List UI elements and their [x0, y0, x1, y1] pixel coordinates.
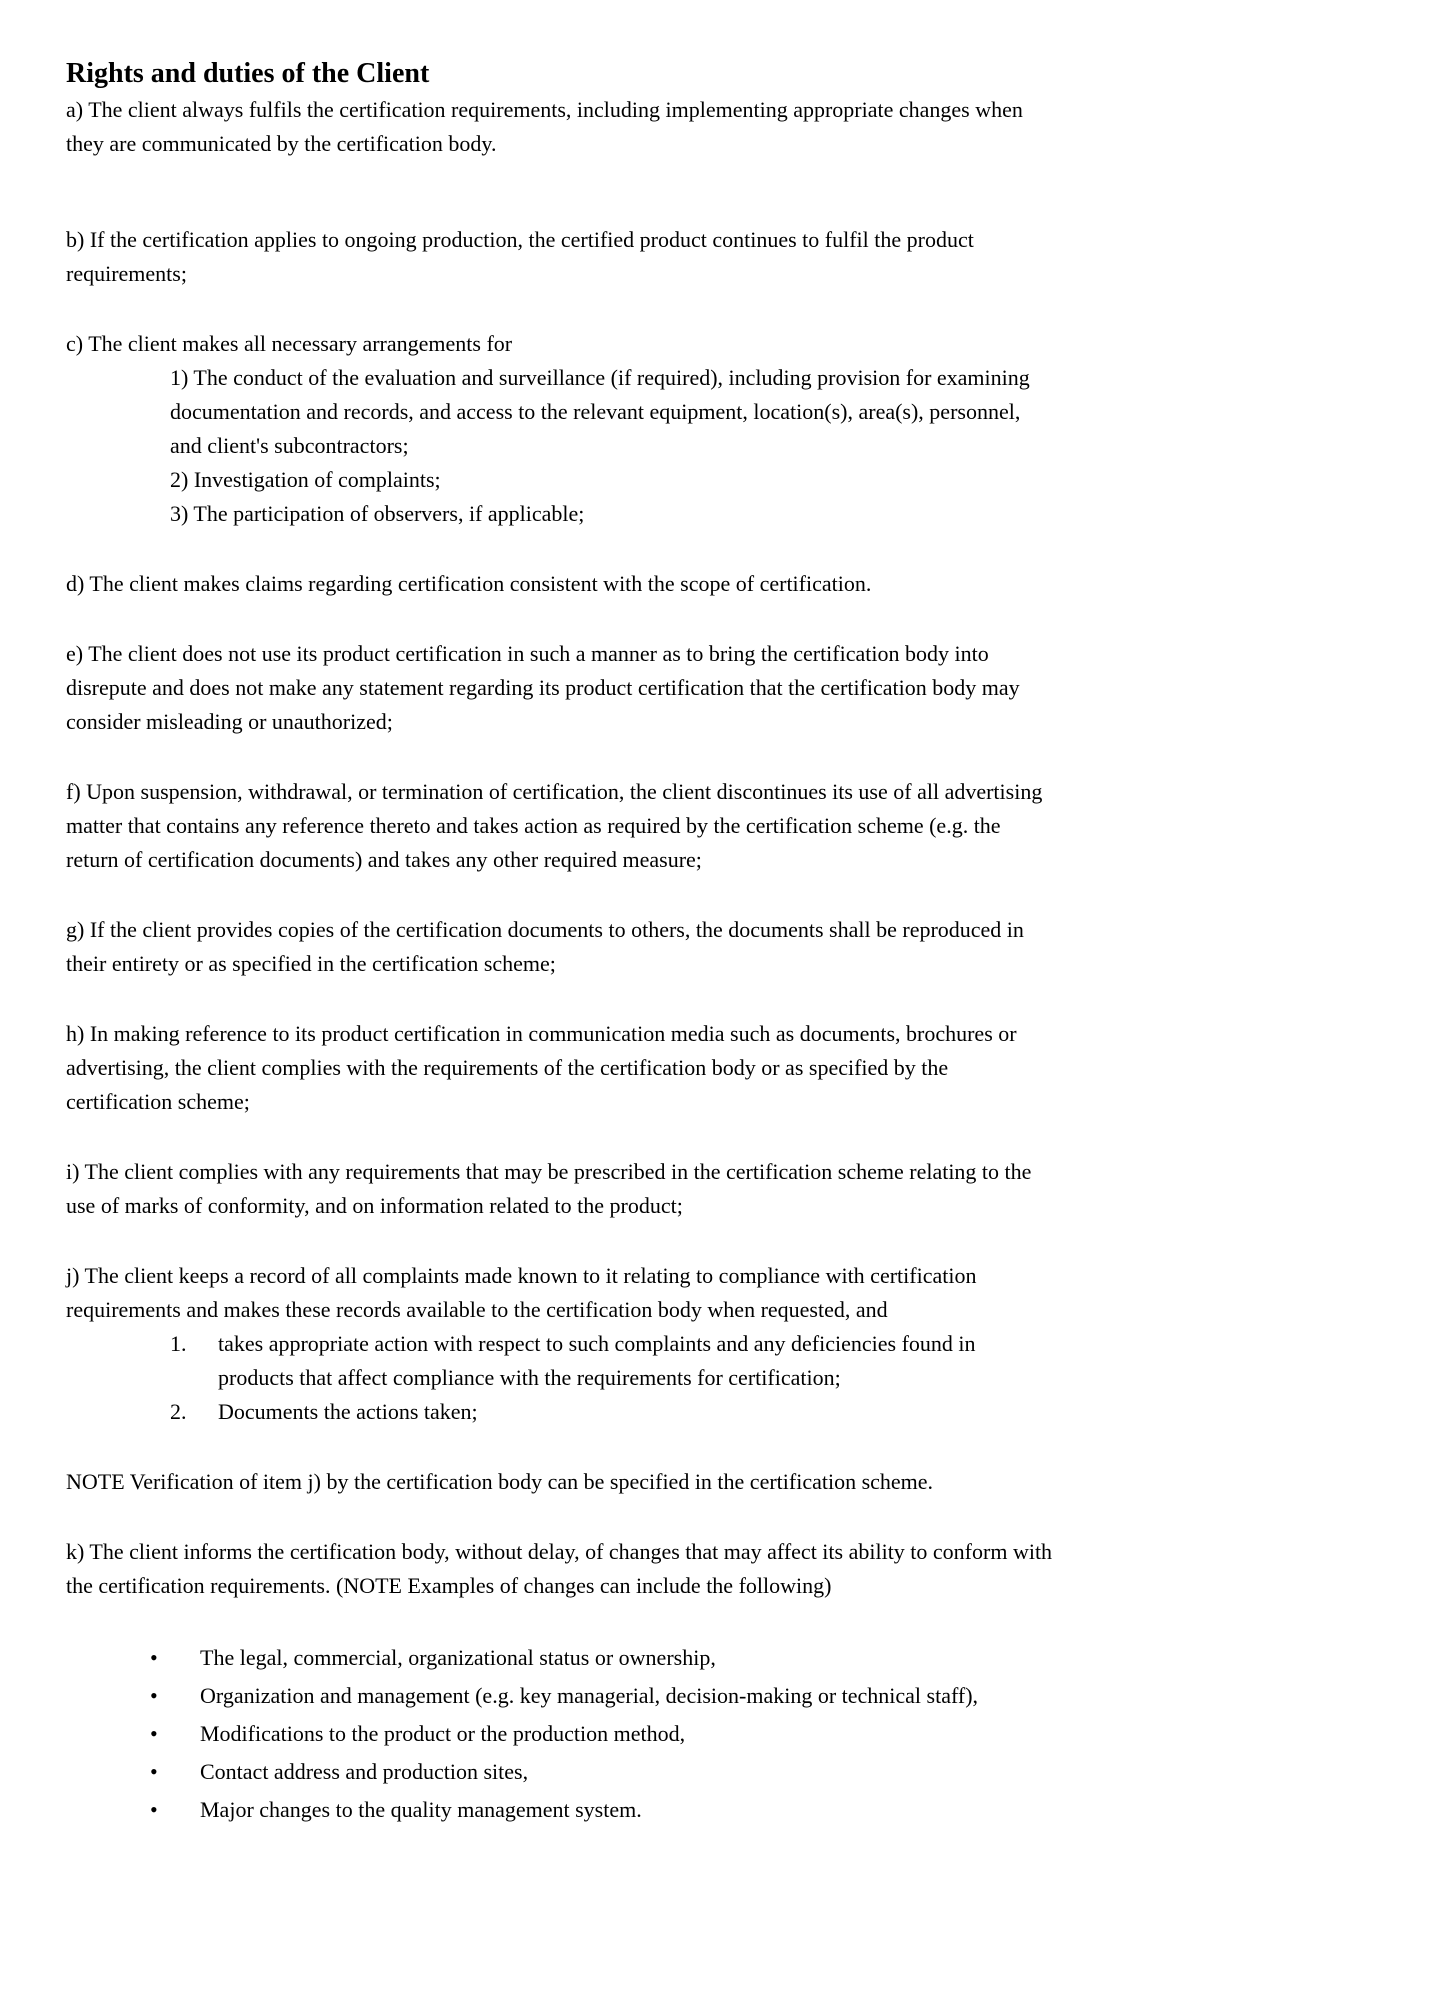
list-item-text: takes appropriate action with respect to such complaints and any deficiencies found in products that affect compliance with the requirements for certification; [218, 1331, 976, 1390]
bullet-icon: • [150, 1683, 158, 1708]
bullet-item-text: Major changes to the quality management system. [200, 1797, 642, 1822]
clause-c-intro: c) The client makes all necessary arrangements for [66, 331, 513, 356]
clause-c-subitem-3: 3) The participation of observers, if applicable; [170, 501, 585, 526]
bullet-icon: • [150, 1759, 158, 1784]
bullet-item-text: Modifications to the product or the production method, [200, 1721, 686, 1746]
clause-f: f) Upon suspension, withdrawal, or termination of certification, the client discontinues its use of all advertising matter that contains any reference thereto and takes action as required by the certification scheme (e.g. the return of certification documents) and takes any other required measure; [66, 779, 1043, 872]
clause-c-subitem-2: 2) Investigation of complaints; [170, 467, 441, 492]
bullet-item-text: Organization and management (e.g. key managerial, decision-making or technical staff), [200, 1683, 979, 1708]
bullet-item [150, 1677, 1054, 1715]
document-content [66, 56, 1054, 1829]
clause-k: k) The client informs the certification body, without delay, of changes that may affect its ability to conform with the certification requirements. (NOTE Examples of changes can include the following) [66, 1539, 1053, 1598]
clause-j-subitem-2 [170, 1395, 1054, 1429]
bullet-item [150, 1791, 1054, 1829]
clause-g: g) If the client provides copies of the certification documents to others, the documents shall be reproduced in their entirety or as specified in the certification scheme; [66, 917, 1024, 976]
bullet-item [150, 1753, 1054, 1791]
bullet-item-text: Contact address and production sites, [200, 1759, 529, 1784]
clause-a: a) The client always fulfils the certification requirements, including implementing appropriate changes when they are communicated by the certification body. [66, 97, 1023, 156]
bullet-icon: • [150, 1645, 158, 1670]
clause-c-sublist [170, 361, 1054, 531]
clause-i: i) The client complies with any requirements that may be prescribed in the certification scheme relating to the use of marks of conformity, and on information related to the product; [66, 1159, 1032, 1218]
clause-c-subitem-1: 1) The conduct of the evaluation and surveillance (if required), including provision for examining documentation and records, and access to the relevant equipment, location(s), area(s), personnel, and client's subcontractors; [170, 365, 1030, 458]
page-title: Rights and duties of the Client [66, 58, 430, 89]
changes-bullet-list [150, 1639, 1054, 1829]
bullet-item [150, 1639, 1054, 1677]
list-item-text: Documents the actions taken; [218, 1399, 478, 1424]
clause-e: e) The client does not use its product certification in such a manner as to bring the certification body into disrepute and does not make any statement regarding its product certification that the certification body may consider misleading or unauthorized; [66, 641, 1020, 734]
bullet-icon: • [150, 1797, 158, 1822]
clause-h: h) In making reference to its product certification in communication media such as documents, brochures or advertising, the client complies with the requirements of the certification body or as specified by the certification scheme; [66, 1021, 1017, 1114]
clause-j-subitem-1 [170, 1327, 1054, 1395]
clause-j-intro: j) The client keeps a record of all complaints made known to it relating to compliance with certification requirements and makes these records available to the certification body when requested, and [66, 1263, 977, 1322]
list-number: 2. [170, 1399, 187, 1424]
clause-j-sublist [170, 1327, 1054, 1429]
clause-b: b) If the certification applies to ongoing production, the certified product continues to fulfil the product requirements; [66, 227, 974, 286]
bullet-item [150, 1715, 1054, 1753]
note-paragraph: NOTE Verification of item j) by the certification body can be specified in the certification scheme. [66, 1469, 934, 1494]
bullet-icon: • [150, 1721, 158, 1746]
clause-d: d) The client makes claims regarding certification consistent with the scope of certification. [66, 571, 872, 596]
list-number: 1. [170, 1331, 187, 1356]
bullet-item-text: The legal, commercial, organizational status or ownership, [200, 1645, 716, 1670]
